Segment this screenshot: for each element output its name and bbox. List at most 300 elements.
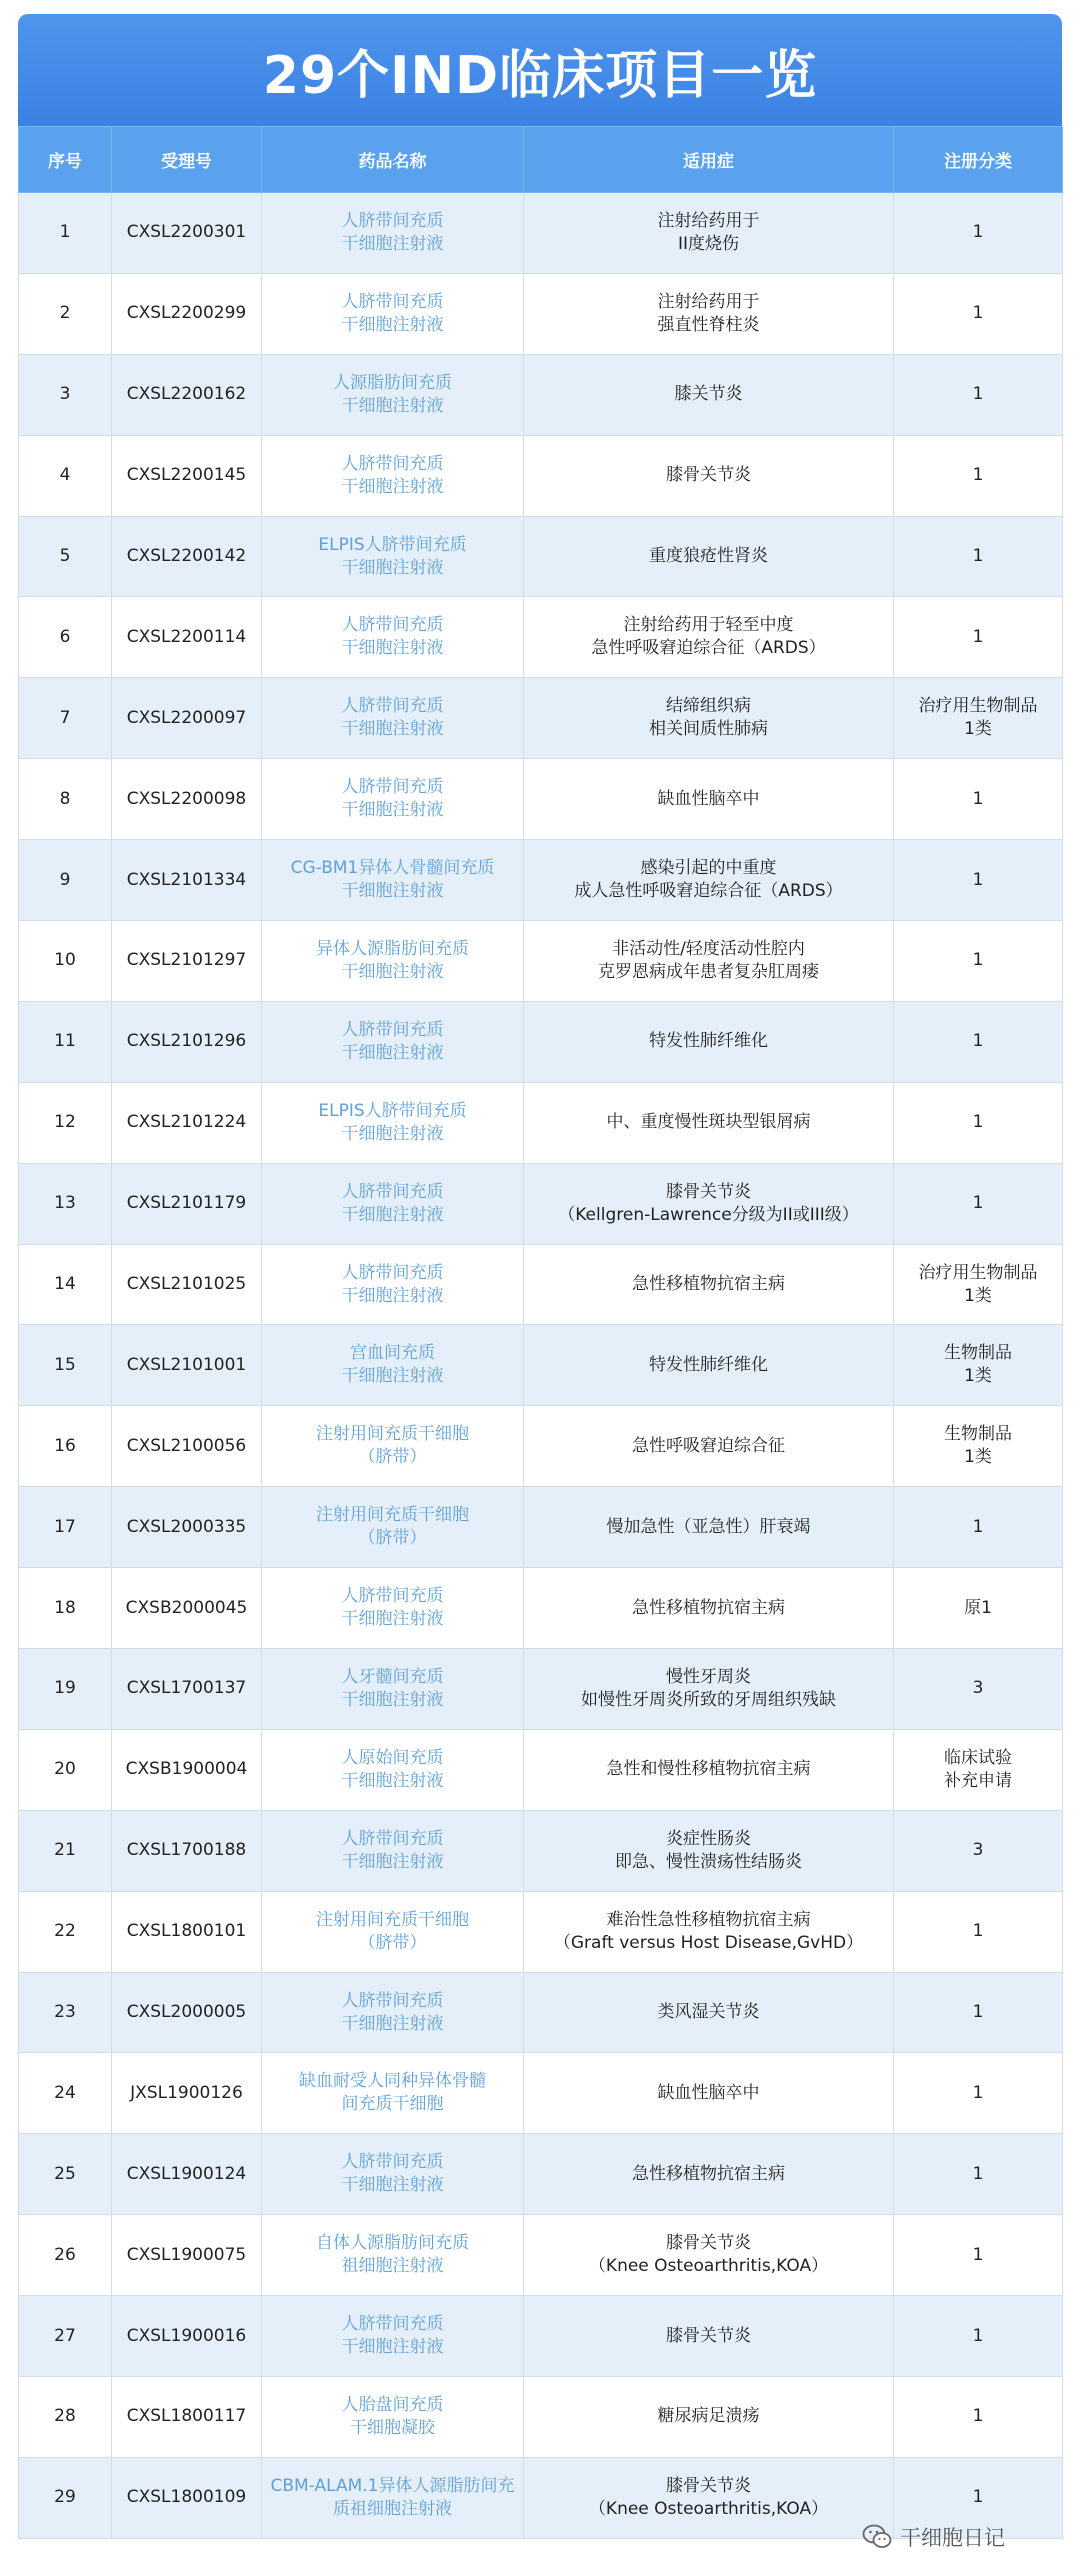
acceptance-number-cell: CXSL2200162 xyxy=(112,354,262,435)
registration-class-cell-line: 1 xyxy=(972,2082,984,2103)
table-row xyxy=(19,1487,1063,1568)
drug-name-cell-line: 干细胞注射液 xyxy=(341,800,444,821)
acceptance-number-cell: CXSL1900124 xyxy=(112,2134,262,2215)
drug-name-cell-line: 祖细胞注射液 xyxy=(341,2256,444,2277)
acceptance-number-cell: CXSL2200114 xyxy=(112,597,262,678)
registration-class-cell xyxy=(894,840,1063,921)
registration-class-cell-line: 1 xyxy=(972,2002,984,2023)
indication-cell-line: 膝骨关节炎 xyxy=(666,2325,751,2346)
row-number-cell: 14 xyxy=(19,1244,112,1325)
indication-cell xyxy=(524,435,894,516)
registration-class-cell-line: 1 xyxy=(972,2487,984,2508)
registration-class-cell xyxy=(894,193,1063,274)
drug-name-cell-line: 人脐带间充质 xyxy=(341,210,444,231)
col-header-acceptance: 受理号 xyxy=(112,127,262,193)
acceptance-number-cell: CXSL2101001 xyxy=(112,1325,262,1406)
drug-name-cell-line: 人脐带间充质 xyxy=(341,453,444,474)
drug-name-cell-line: 干细胞注射液 xyxy=(341,1851,444,1872)
acceptance-number-cell: CXSL2200299 xyxy=(112,273,262,354)
indication-cell xyxy=(524,1163,894,1244)
row-number-cell: 28 xyxy=(19,2377,112,2458)
row-number-cell: 5 xyxy=(19,516,112,597)
watermark xyxy=(862,2523,1005,2551)
row-number-cell: 27 xyxy=(19,2296,112,2377)
registration-class-cell xyxy=(894,1325,1063,1406)
drug-name-cell-line: ELPIS人脐带间充质 xyxy=(318,534,467,555)
drug-name-cell xyxy=(262,1406,524,1487)
table-body xyxy=(19,193,1063,2539)
acceptance-number-cell: CXSL2101025 xyxy=(112,1244,262,1325)
table-row xyxy=(19,1729,1063,1810)
drug-name-cell-line: 干细胞注射液 xyxy=(341,2013,444,2034)
acceptance-number-cell: CXSL1800117 xyxy=(112,2377,262,2458)
indication-cell-line: 急性呼吸窘迫综合征（ARDS） xyxy=(591,638,826,659)
drug-name-cell-line: （脐带） xyxy=(358,1932,427,1953)
registration-class-cell-line: 1 xyxy=(972,1112,984,1133)
drug-name-cell-line: 人脐带间充质 xyxy=(341,2152,444,2173)
indication-cell-line: 特发性肺纤维化 xyxy=(649,1354,768,1375)
row-number-cell: 6 xyxy=(19,597,112,678)
indication-cell-line: 急性呼吸窘迫综合征 xyxy=(632,1435,785,1456)
drug-name-cell-line: 人脐带间充质 xyxy=(341,291,444,312)
registration-class-cell-line: 1 xyxy=(972,222,984,243)
indication-cell-line: 急性移植物抗宿主病 xyxy=(632,1597,785,1618)
drug-name-cell-line: 人源脂肪间充质 xyxy=(333,372,452,393)
indication-cell xyxy=(524,273,894,354)
drug-name-cell xyxy=(262,1487,524,1568)
indication-cell-line: （Knee Osteoarthritis,KOA） xyxy=(588,2498,829,2519)
drug-name-cell-line: 干细胞注射液 xyxy=(341,476,444,497)
table-row xyxy=(19,1325,1063,1406)
indication-cell-line: 缺血性脑卒中 xyxy=(657,788,760,809)
drug-name-cell-line: ELPIS人脐带间充质 xyxy=(318,1100,467,1121)
acceptance-number-cell: CXSL1800101 xyxy=(112,1891,262,1972)
indication-cell-line: 非活动性/轻度活动性腔内 xyxy=(612,938,805,959)
registration-class-cell xyxy=(894,1001,1063,1082)
indication-cell-line: 慢加急性（亚急性）肝衰竭 xyxy=(606,1516,811,1537)
table-row xyxy=(19,354,1063,435)
indication-cell xyxy=(524,921,894,1002)
indication-cell-line: 膝骨关节炎 xyxy=(666,1181,751,1202)
row-number-cell: 24 xyxy=(19,2053,112,2134)
indication-cell-line: 慢性牙周炎 xyxy=(666,1666,751,1687)
registration-class-cell-line: 1 xyxy=(972,303,984,324)
drug-name-cell-line: 人脐带间充质 xyxy=(341,615,444,636)
registration-class-cell-line: 3 xyxy=(972,1840,984,1861)
registration-class-cell xyxy=(894,1163,1063,1244)
drug-name-cell xyxy=(262,1729,524,1810)
indication-cell-line: 急性和慢性移植物抗宿主病 xyxy=(606,1759,811,1780)
table-row xyxy=(19,1163,1063,1244)
registration-class-cell xyxy=(894,2053,1063,2134)
registration-class-cell xyxy=(894,678,1063,759)
registration-class-cell-line: 临床试验 xyxy=(944,1747,1012,1768)
drug-name-cell-line: 干细胞注射液 xyxy=(341,1204,444,1225)
drug-name-cell xyxy=(262,435,524,516)
indication-cell-line: 注射给药用于 xyxy=(657,291,760,312)
registration-class-cell-line: 1 xyxy=(972,1921,984,1942)
drug-name-cell-line: 注射用间充质干细胞 xyxy=(316,1424,469,1445)
registration-class-cell-line: 1 xyxy=(972,2406,984,2427)
indication-cell-line: 中、重度慢性斑块型银屑病 xyxy=(606,1112,811,1133)
registration-class-cell xyxy=(894,2215,1063,2296)
drug-name-cell-line: 干细胞注射液 xyxy=(341,881,444,902)
table-row xyxy=(19,921,1063,1002)
table-row xyxy=(19,2377,1063,2458)
drug-name-cell xyxy=(262,840,524,921)
drug-name-cell-line: 注射用间充质干细胞 xyxy=(316,1909,469,1930)
row-number-cell: 26 xyxy=(19,2215,112,2296)
drug-name-cell-line: 人胎盘间充质 xyxy=(341,2394,444,2415)
acceptance-number-cell: CXSL1700188 xyxy=(112,1810,262,1891)
row-number-cell: 4 xyxy=(19,435,112,516)
indication-cell-line: 糖尿病足溃疡 xyxy=(657,2406,760,2427)
drug-name-cell xyxy=(262,2457,524,2538)
indication-cell-line: 膝关节炎 xyxy=(674,384,743,405)
drug-name-cell xyxy=(262,597,524,678)
drug-name-cell-line: 干细胞注射液 xyxy=(341,395,444,416)
drug-name-cell-line: 缺血耐受人同种异体骨髓 xyxy=(299,2071,486,2092)
drug-name-cell xyxy=(262,516,524,597)
indication-cell-line: 特发性肺纤维化 xyxy=(649,1031,768,1052)
indication-cell-line: 强直性脊柱炎 xyxy=(657,314,760,335)
drug-name-cell xyxy=(262,1972,524,2053)
registration-class-cell xyxy=(894,921,1063,1002)
drug-name-cell xyxy=(262,921,524,1002)
acceptance-number-cell: CXSL2101296 xyxy=(112,1001,262,1082)
drug-name-cell-line: 人脐带间充质 xyxy=(341,1828,444,1849)
indication-cell-line: 即急、慢性溃疡性结肠炎 xyxy=(615,1851,802,1872)
registration-class-cell xyxy=(894,1810,1063,1891)
indication-cell-line: 注射给药用于轻至中度 xyxy=(623,615,794,636)
table-row xyxy=(19,1244,1063,1325)
row-number-cell: 22 xyxy=(19,1891,112,1972)
drug-name-cell-line: 干细胞注射液 xyxy=(341,1123,444,1144)
indication-cell xyxy=(524,1082,894,1163)
registration-class-cell xyxy=(894,435,1063,516)
registration-class-cell-line: 1 xyxy=(972,546,984,566)
table-row xyxy=(19,1406,1063,1487)
table-row xyxy=(19,597,1063,678)
indication-cell xyxy=(524,1891,894,1972)
indication-cell-line: （Knee Osteoarthritis,KOA） xyxy=(588,2256,829,2277)
drug-name-cell xyxy=(262,2053,524,2134)
table-row xyxy=(19,516,1063,597)
acceptance-number-cell: CXSL1700137 xyxy=(112,1649,262,1730)
col-header-drug: 药品名称 xyxy=(262,127,524,193)
drug-name-cell xyxy=(262,2377,524,2458)
indication-cell xyxy=(524,1649,894,1730)
drug-name-cell xyxy=(262,678,524,759)
acceptance-number-cell: CXSL2000335 xyxy=(112,1487,262,1568)
drug-name-cell xyxy=(262,193,524,274)
registration-class-cell xyxy=(894,1891,1063,1972)
indication-cell xyxy=(524,1487,894,1568)
indication-cell xyxy=(524,1001,894,1082)
row-number-cell: 1 xyxy=(19,193,112,274)
indication-cell xyxy=(524,2053,894,2134)
drug-name-cell-line: 干细胞注射液 xyxy=(341,1042,444,1063)
row-number-cell: 13 xyxy=(19,1163,112,1244)
registration-class-cell-line: 1 xyxy=(972,869,984,890)
table-row xyxy=(19,2134,1063,2215)
indication-cell-line: 急性移植物抗宿主病 xyxy=(632,1274,785,1295)
indication-cell-line: 难治性急性移植物抗宿主病 xyxy=(606,1909,811,1930)
drug-name-cell xyxy=(262,1891,524,1972)
indication-cell xyxy=(524,1325,894,1406)
row-number-cell: 17 xyxy=(19,1487,112,1568)
registration-class-cell xyxy=(894,273,1063,354)
indication-cell-line: 成人急性呼吸窘迫综合征（ARDS） xyxy=(574,881,843,902)
row-number-cell: 11 xyxy=(19,1001,112,1082)
acceptance-number-cell: CXSB2000045 xyxy=(112,1568,262,1649)
registration-class-cell-line: 1 xyxy=(972,2244,984,2265)
acceptance-number-cell: CXSL2101224 xyxy=(112,1082,262,1163)
registration-class-cell xyxy=(894,1729,1063,1810)
registration-class-cell xyxy=(894,516,1063,597)
registration-class-cell-line: 1 xyxy=(972,465,984,486)
indication-cell-line: 炎症性肠炎 xyxy=(666,1828,751,1849)
table-row xyxy=(19,2215,1063,2296)
registration-class-cell-line: 1 xyxy=(972,1193,984,1214)
registration-class-cell-line: 1 xyxy=(972,626,984,647)
registration-class-cell xyxy=(894,2134,1063,2215)
registration-class-cell-line: 1 xyxy=(972,2325,984,2346)
registration-class-cell-line: 原1 xyxy=(964,1597,992,1618)
indication-cell-line: 如慢性牙周炎所致的牙周组织残缺 xyxy=(581,1689,836,1710)
indication-cell-line: 相关间质性肺病 xyxy=(649,719,768,740)
drug-name-cell-line: 干细胞注射液 xyxy=(341,1366,444,1387)
registration-class-cell-line: 1类 xyxy=(964,1366,992,1387)
row-number-cell: 15 xyxy=(19,1325,112,1406)
registration-class-cell-line: 1类 xyxy=(964,1285,992,1306)
drug-name-cell xyxy=(262,1082,524,1163)
row-number-cell: 19 xyxy=(19,1649,112,1730)
drug-name-cell-line: 干细胞注射液 xyxy=(341,2337,444,2358)
acceptance-number-cell: CXSL2101179 xyxy=(112,1163,262,1244)
registration-class-cell-line: 3 xyxy=(972,1678,984,1699)
drug-name-cell xyxy=(262,759,524,840)
row-number-cell: 3 xyxy=(19,354,112,435)
indication-cell xyxy=(524,2215,894,2296)
acceptance-number-cell: CXSL1900016 xyxy=(112,2296,262,2377)
registration-class-cell xyxy=(894,759,1063,840)
drug-name-cell-line: 质祖细胞注射液 xyxy=(333,2498,452,2519)
acceptance-number-cell: CXSL2200142 xyxy=(112,516,262,597)
registration-class-cell-line: 1 xyxy=(972,2163,984,2184)
drug-name-cell-line: 人脐带间充质 xyxy=(341,1586,444,1607)
indication-cell xyxy=(524,1568,894,1649)
drug-name-cell xyxy=(262,1001,524,1082)
acceptance-number-cell: CXSL2200097 xyxy=(112,678,262,759)
drug-name-cell-line: 干细胞注射液 xyxy=(341,233,444,254)
drug-name-cell xyxy=(262,273,524,354)
indication-cell xyxy=(524,2377,894,2458)
drug-name-cell-line: 注射用间充质干细胞 xyxy=(316,1505,469,1526)
drug-name-cell xyxy=(262,1568,524,1649)
acceptance-number-cell: CXSL2200301 xyxy=(112,193,262,274)
acceptance-number-cell: CXSB1900004 xyxy=(112,1729,262,1810)
indication-cell-line: 注射给药用于 xyxy=(657,210,760,231)
registration-class-cell xyxy=(894,1487,1063,1568)
acceptance-number-cell: CXSL2200098 xyxy=(112,759,262,840)
row-number-cell: 16 xyxy=(19,1406,112,1487)
indication-cell-line: 急性移植物抗宿主病 xyxy=(632,2163,785,2184)
drug-name-cell-line: 干细胞注射液 xyxy=(341,1285,444,1306)
acceptance-number-cell: CXSL2101334 xyxy=(112,840,262,921)
table-row xyxy=(19,1891,1063,1972)
indication-cell xyxy=(524,1810,894,1891)
row-number-cell: 29 xyxy=(19,2457,112,2538)
indication-cell xyxy=(524,1972,894,2053)
drug-name-cell-line: CBM-ALAM.1异体人源脂肪间充 xyxy=(270,2475,515,2496)
drug-name-cell xyxy=(262,1325,524,1406)
indication-cell xyxy=(524,2457,894,2538)
drug-name-cell-line: 人脐带间充质 xyxy=(341,1262,444,1283)
drug-name-cell-line: 干细胞注射液 xyxy=(341,557,444,578)
drug-name-cell-line: 自体人源脂肪间充质 xyxy=(316,2233,469,2254)
ind-table xyxy=(18,126,1063,2539)
row-number-cell: 18 xyxy=(19,1568,112,1649)
indication-cell xyxy=(524,1729,894,1810)
acceptance-number-cell: CXSL2101297 xyxy=(112,921,262,1002)
acceptance-number-cell: CXSL2100056 xyxy=(112,1406,262,1487)
registration-class-cell xyxy=(894,354,1063,435)
registration-class-cell xyxy=(894,1082,1063,1163)
row-number-cell: 12 xyxy=(19,1082,112,1163)
registration-class-cell xyxy=(894,1972,1063,2053)
table-row xyxy=(19,678,1063,759)
registration-class-cell xyxy=(894,2296,1063,2377)
acceptance-number-cell: CXSL2200145 xyxy=(112,435,262,516)
row-number-cell: 10 xyxy=(19,921,112,1002)
drug-name-cell xyxy=(262,1244,524,1325)
table-row xyxy=(19,1001,1063,1082)
drug-name-cell-line: 干细胞注射液 xyxy=(341,638,444,659)
indication-cell-line: 缺血性脑卒中 xyxy=(657,2082,760,2103)
drug-name-cell-line: 干细胞注射液 xyxy=(341,1609,444,1630)
table-row xyxy=(19,435,1063,516)
header-row xyxy=(19,127,1063,193)
drug-name-cell xyxy=(262,2296,524,2377)
acceptance-number-cell: CXSL2000005 xyxy=(112,1972,262,2053)
table-row xyxy=(19,273,1063,354)
drug-name-cell-line: 人脐带间充质 xyxy=(341,2314,444,2335)
drug-name-cell-line: （脐带） xyxy=(358,1447,427,1468)
row-number-cell: 23 xyxy=(19,1972,112,2053)
row-number-cell: 8 xyxy=(19,759,112,840)
indication-cell xyxy=(524,354,894,435)
registration-class-cell-line: 补充申请 xyxy=(944,1770,1012,1791)
table-row xyxy=(19,759,1063,840)
indication-cell-line: 类风湿关节炎 xyxy=(657,2002,760,2023)
drug-name-cell-line: 人脐带间充质 xyxy=(341,1990,444,2011)
col-header-indication: 适用症 xyxy=(524,127,894,193)
indication-cell xyxy=(524,2134,894,2215)
drug-name-cell-line: 干细胞注射液 xyxy=(341,719,444,740)
drug-name-cell xyxy=(262,1163,524,1244)
table-row xyxy=(19,1082,1063,1163)
registration-class-cell-line: 生物制品 xyxy=(944,1343,1012,1364)
indication-cell-line: 膝骨关节炎 xyxy=(666,2475,751,2496)
col-header-class: 注册分类 xyxy=(894,127,1063,193)
drug-name-cell-line: 干细胞凝胶 xyxy=(350,2417,435,2438)
table-row xyxy=(19,840,1063,921)
registration-class-cell xyxy=(894,1406,1063,1487)
table-row xyxy=(19,2053,1063,2134)
watermark-text: 干细胞日记 xyxy=(900,2526,1005,2550)
indication-cell xyxy=(524,597,894,678)
registration-class-cell-line: 生物制品 xyxy=(944,1424,1012,1445)
row-number-cell: 9 xyxy=(19,840,112,921)
drug-name-cell-line: 人脐带间充质 xyxy=(341,696,444,717)
table-header xyxy=(19,127,1063,193)
drug-name-cell-line: 人牙髓间充质 xyxy=(341,1666,444,1687)
acceptance-number-cell: JXSL1900126 xyxy=(112,2053,262,2134)
row-number-cell: 7 xyxy=(19,678,112,759)
indication-cell xyxy=(524,678,894,759)
indication-cell-line: 结缔组织病 xyxy=(666,696,751,717)
table-row xyxy=(19,1810,1063,1891)
acceptance-number-cell: CXSL1900075 xyxy=(112,2215,262,2296)
indication-cell-line: II度烧伤 xyxy=(677,233,740,254)
row-number-cell: 21 xyxy=(19,1810,112,1891)
drug-name-cell xyxy=(262,2134,524,2215)
drug-name-cell xyxy=(262,2215,524,2296)
indication-cell xyxy=(524,759,894,840)
row-number-cell: 25 xyxy=(19,2134,112,2215)
indication-cell-line: （Kellgren-Lawrence分级为II或III级） xyxy=(558,1204,859,1225)
drug-name-cell xyxy=(262,1810,524,1891)
registration-class-cell-line: 1 xyxy=(972,950,984,971)
drug-name-cell-line: 干细胞注射液 xyxy=(341,961,444,982)
drug-name-cell-line: 异体人源脂肪间充质 xyxy=(316,938,469,959)
drug-name-cell-line: 间充质干细胞 xyxy=(341,2094,444,2115)
wechat-icon xyxy=(862,2524,892,2550)
registration-class-cell xyxy=(894,2377,1063,2458)
drug-name-cell-line: （脐带） xyxy=(358,1528,427,1549)
registration-class-cell xyxy=(894,1649,1063,1730)
indication-cell xyxy=(524,193,894,274)
col-header-no: 序号 xyxy=(19,127,112,193)
registration-class-cell-line: 治疗用生物制品 xyxy=(918,696,1038,717)
indication-cell-line: 重度狼疮性肾炎 xyxy=(649,546,768,566)
row-number-cell: 20 xyxy=(19,1729,112,1810)
indication-cell-line: 膝骨关节炎 xyxy=(666,2233,751,2254)
indication-cell-line: 感染引起的中重度 xyxy=(640,858,777,879)
registration-class-cell-line: 1类 xyxy=(964,1447,992,1468)
indication-cell-line: （Graft versus Host Disease,GvHD） xyxy=(553,1932,864,1953)
table-row xyxy=(19,1972,1063,2053)
indication-cell xyxy=(524,840,894,921)
page-title: 29个IND临床项目一览 xyxy=(262,45,818,106)
drug-name-cell-line: 干细胞注射液 xyxy=(341,1689,444,1710)
indication-cell xyxy=(524,2296,894,2377)
registration-class-cell-line: 1 xyxy=(972,1031,984,1052)
registration-class-cell-line: 1 xyxy=(972,384,984,405)
indication-cell xyxy=(524,1244,894,1325)
drug-name-cell-line: 宫血间充质 xyxy=(350,1343,435,1364)
drug-name-cell-line: 人脐带间充质 xyxy=(341,777,444,798)
row-number-cell: 2 xyxy=(19,273,112,354)
registration-class-cell xyxy=(894,597,1063,678)
drug-name-cell-line: 干细胞注射液 xyxy=(341,1770,444,1791)
registration-class-cell-line: 治疗用生物制品 xyxy=(918,1262,1038,1283)
acceptance-number-cell: CXSL1800109 xyxy=(112,2457,262,2538)
indication-cell-line: 克罗恩病成年患者复杂肛周瘘 xyxy=(598,961,819,982)
table-row xyxy=(19,1568,1063,1649)
table-row xyxy=(19,2296,1063,2377)
